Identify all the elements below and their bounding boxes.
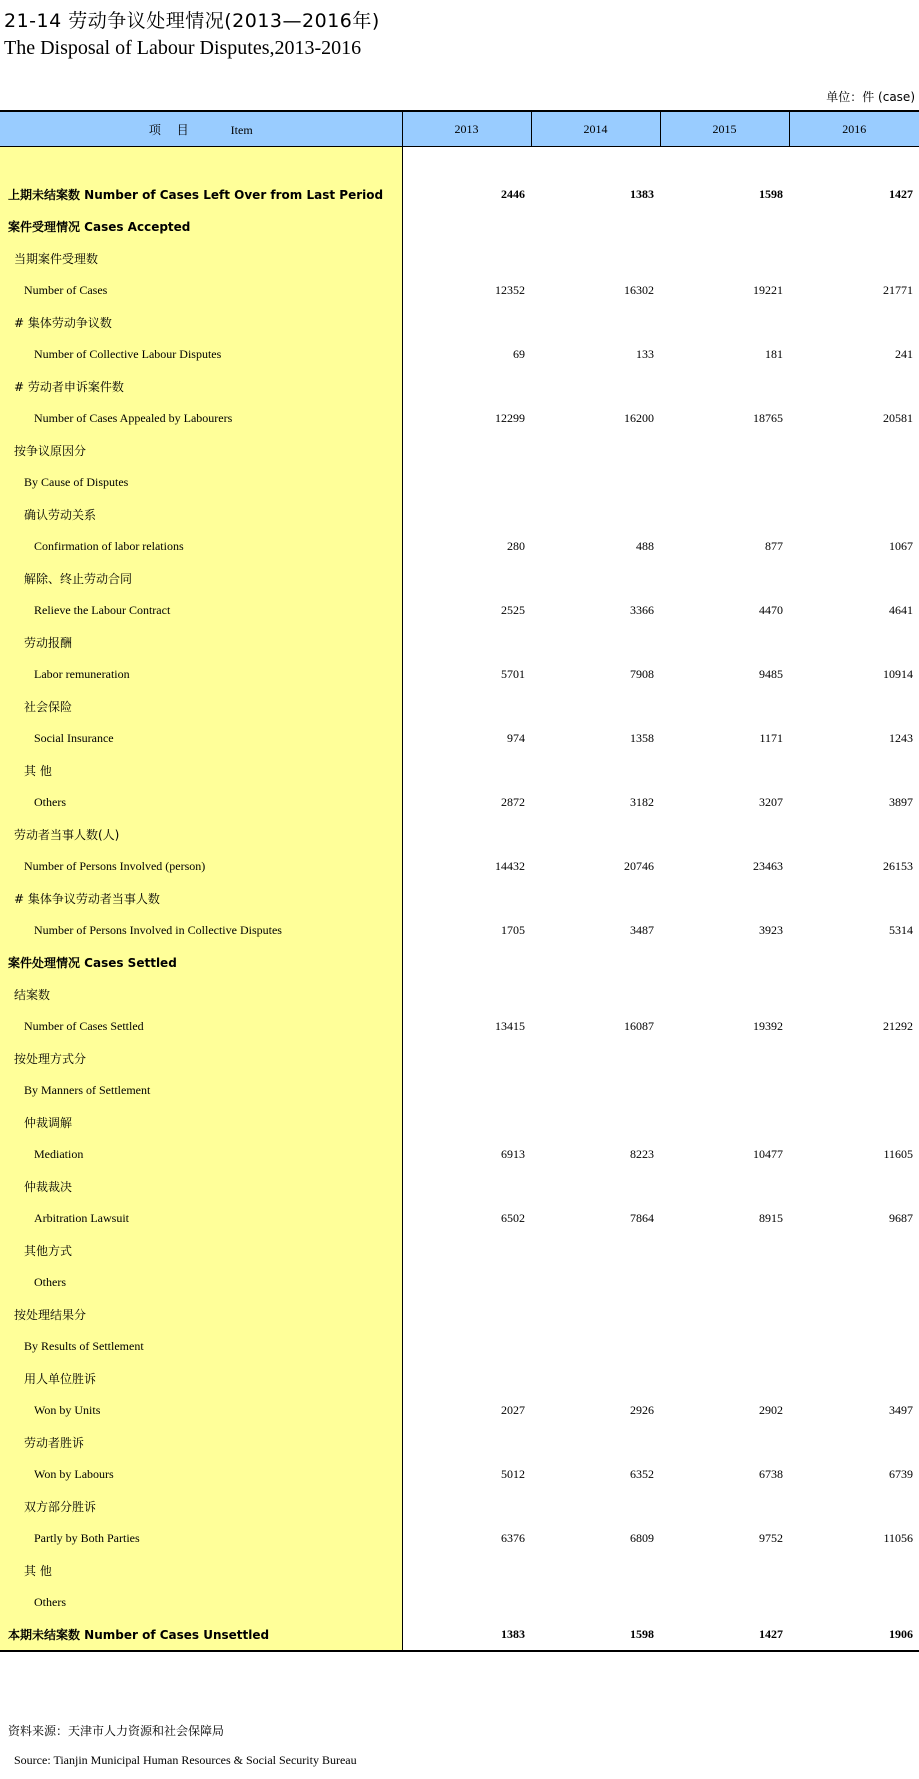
value-2014 [531, 498, 660, 530]
value-2013: 2027 [501, 1402, 525, 1417]
value-2016: 1243 [889, 730, 913, 745]
row-label: Confirmation of labor relations [0, 530, 402, 562]
value-2014: 3182 [630, 794, 654, 809]
value-2014: 16200 [624, 410, 654, 425]
row-label: Number of Cases Settled [0, 1010, 402, 1042]
value-2016: 4641 [889, 602, 913, 617]
value-2014 [531, 1266, 660, 1298]
table-body [0, 147, 919, 1652]
value-2015 [660, 1298, 789, 1330]
table-row [0, 1586, 919, 1618]
row-label: By Results of Settlement [0, 1330, 402, 1362]
value-2013: 2446 [501, 186, 525, 201]
value-2016 [789, 242, 919, 274]
value-2015: 3923 [759, 922, 783, 937]
header-year-2013: 2013 [402, 111, 531, 147]
row-label: Won by Units [0, 1394, 402, 1426]
value-2013: 280 [507, 538, 525, 553]
value-2013 [402, 1554, 531, 1586]
row-label: Others [0, 1586, 402, 1618]
value-2013 [402, 1362, 531, 1394]
spacer-cell [789, 147, 919, 179]
value-2013: 1383 [402, 1618, 531, 1651]
value-2015: 8915 [759, 1210, 783, 1225]
value-2013: 974 [507, 730, 525, 745]
value-2015 [660, 466, 789, 498]
value-2014: 3487 [630, 922, 654, 937]
value-2015 [660, 946, 789, 978]
value-2014: 16087 [624, 1018, 654, 1033]
value-2015: 9752 [759, 1530, 783, 1545]
table-row [0, 1042, 919, 1074]
value-2014 [531, 946, 660, 978]
value-2016: 9687 [889, 1210, 913, 1225]
value-2014 [531, 306, 660, 338]
value-2014: 2926 [630, 1402, 654, 1417]
row-label: 其他方式 [0, 1234, 402, 1266]
value-2015: 4470 [759, 602, 783, 617]
value-2016: 11056 [883, 1530, 913, 1545]
value-2016 [789, 434, 919, 466]
value-2014 [531, 754, 660, 786]
row-label: Number of Persons Involved (person) [0, 850, 402, 882]
value-2014 [531, 242, 660, 274]
value-2015 [660, 690, 789, 722]
value-2013: 5701 [501, 666, 525, 681]
value-2013: 14432 [495, 858, 525, 873]
value-2015: 19221 [753, 282, 783, 297]
table-row [0, 594, 919, 626]
value-2014 [531, 978, 660, 1010]
value-2016: 3897 [889, 794, 913, 809]
row-label: 双方部分胜诉 [0, 1490, 402, 1522]
unit-label: 单位：件 (case) [826, 90, 915, 104]
value-2016: 5314 [889, 922, 913, 937]
value-2014: 1598 [531, 1618, 660, 1651]
value-2015 [660, 1106, 789, 1138]
table-row [0, 978, 919, 1010]
value-2014 [531, 1234, 660, 1266]
value-2016 [789, 690, 919, 722]
value-2016 [789, 498, 919, 530]
value-2014: 6352 [630, 1466, 654, 1481]
value-2016 [789, 1426, 919, 1458]
table-row [0, 1074, 919, 1106]
value-2015: 19392 [753, 1018, 783, 1033]
row-label: 确认劳动关系 [0, 498, 402, 530]
value-2016 [789, 1554, 919, 1586]
row-label: 案件受理情况 Cases Accepted [0, 210, 402, 242]
value-2014 [531, 882, 660, 914]
row-label: By Manners of Settlement [0, 1074, 402, 1106]
value-2015 [660, 1074, 789, 1106]
value-2014: 8223 [630, 1146, 654, 1161]
row-label: 案件处理情况 Cases Settled [0, 946, 402, 978]
table-row [0, 722, 919, 754]
value-2014: 6809 [630, 1530, 654, 1545]
spacer-item-cell [0, 147, 402, 179]
row-label: 按处理方式分 [0, 1042, 402, 1074]
table-row [0, 690, 919, 722]
value-2015 [660, 818, 789, 850]
value-2013 [402, 1042, 531, 1074]
table-row [0, 626, 919, 658]
value-2014 [531, 1330, 660, 1362]
value-2014: 133 [636, 346, 654, 361]
value-2016: 10914 [883, 666, 913, 681]
source-note-cn: 资料来源：天津市人力资源和社会保障局 [8, 1724, 225, 1738]
row-label: Labor remuneration [0, 658, 402, 690]
value-2016 [789, 370, 919, 402]
table-row [0, 1394, 919, 1426]
value-2015 [660, 370, 789, 402]
value-2015: 10477 [753, 1146, 783, 1161]
row-label: Relieve the Labour Contract [0, 594, 402, 626]
value-2015: 1171 [759, 730, 783, 745]
value-2013 [402, 1234, 531, 1266]
value-2013: 12299 [495, 410, 525, 425]
table-row [0, 306, 919, 338]
value-2015 [660, 306, 789, 338]
row-label: 仲裁调解 [0, 1106, 402, 1138]
value-2015: 18765 [753, 410, 783, 425]
value-2013 [402, 434, 531, 466]
value-2013: 2872 [501, 794, 525, 809]
value-2015 [660, 1266, 789, 1298]
value-2016 [789, 1170, 919, 1202]
value-2013: 2525 [501, 602, 525, 617]
value-2014 [531, 466, 660, 498]
spacer-cell [402, 147, 531, 179]
table-row [0, 1426, 919, 1458]
value-2014 [531, 434, 660, 466]
value-2013 [402, 978, 531, 1010]
row-label: 社会保险 [0, 690, 402, 722]
value-2013 [402, 242, 531, 274]
row-label: Social Insurance [0, 722, 402, 754]
value-2013: 6502 [501, 1210, 525, 1225]
value-2016: 241 [895, 346, 913, 361]
row-label: # 集体劳动争议数 [0, 306, 402, 338]
row-label: Others [0, 1266, 402, 1298]
row-label: 按处理结果分 [0, 1298, 402, 1330]
value-2013 [402, 210, 531, 242]
value-2014: 1358 [630, 730, 654, 745]
value-2013 [402, 562, 531, 594]
row-label: Number of Collective Labour Disputes [0, 338, 402, 370]
table-row [0, 466, 919, 498]
value-2016 [789, 1586, 919, 1618]
table-row [0, 1298, 919, 1330]
value-2015 [660, 1586, 789, 1618]
value-2015 [660, 978, 789, 1010]
row-label: 其 他 [0, 1554, 402, 1586]
value-2014: 7864 [630, 1210, 654, 1225]
value-2013 [402, 1266, 531, 1298]
value-2015: 877 [765, 538, 783, 553]
page-title-en: The Disposal of Labour Disputes,2013-2016 [4, 37, 362, 59]
value-2015: 1427 [660, 1618, 789, 1651]
table-row [0, 1554, 919, 1586]
value-2015 [660, 210, 789, 242]
value-2015 [660, 1170, 789, 1202]
value-2016 [789, 1490, 919, 1522]
value-2015 [660, 562, 789, 594]
table-row [0, 1458, 919, 1490]
value-2015 [660, 1362, 789, 1394]
table-row [0, 338, 919, 370]
value-2014: 20746 [624, 858, 654, 873]
table-row [0, 850, 919, 882]
value-2014 [531, 1074, 660, 1106]
value-2013 [402, 1074, 531, 1106]
value-2016 [789, 562, 919, 594]
value-2013 [402, 1586, 531, 1618]
table-row [0, 402, 919, 434]
row-label: 本期未结案数 Number of Cases Unsettled [0, 1618, 402, 1651]
table-row [0, 914, 919, 946]
value-2013 [402, 946, 531, 978]
header-item-cn: 项 目 [148, 122, 195, 137]
value-2016: 3497 [889, 1402, 913, 1417]
row-label: 结案数 [0, 978, 402, 1010]
value-2013 [402, 466, 531, 498]
value-2014 [531, 370, 660, 402]
value-2016 [789, 306, 919, 338]
table-row [0, 658, 919, 690]
value-2013 [402, 882, 531, 914]
table-row [0, 178, 919, 210]
row-label: # 劳动者申诉案件数 [0, 370, 402, 402]
value-2013 [402, 754, 531, 786]
value-2013: 1705 [501, 922, 525, 937]
value-2015 [660, 1490, 789, 1522]
source-note-en: Source: Tianjin Municipal Human Resources & Social Security Bureau [14, 1753, 357, 1767]
table-row [0, 1202, 919, 1234]
value-2016 [789, 1106, 919, 1138]
row-label: Won by Labours [0, 1458, 402, 1490]
value-2014 [531, 1298, 660, 1330]
row-label: Mediation [0, 1138, 402, 1170]
value-2013: 69 [513, 346, 525, 361]
value-2014 [531, 1170, 660, 1202]
value-2015: 2902 [759, 1402, 783, 1417]
value-2016 [789, 1362, 919, 1394]
value-2016: 1906 [789, 1618, 919, 1651]
value-2014 [531, 1490, 660, 1522]
table-row [0, 754, 919, 786]
table-row [0, 210, 919, 242]
row-label: 按争议原因分 [0, 434, 402, 466]
table-row [0, 1522, 919, 1554]
value-2013: 12352 [495, 282, 525, 297]
value-2016 [789, 978, 919, 1010]
row-label: 当期案件受理数 [0, 242, 402, 274]
header-year-2015: 2015 [660, 111, 789, 147]
value-2015 [660, 498, 789, 530]
value-2016 [789, 1298, 919, 1330]
row-label: 劳动者胜诉 [0, 1426, 402, 1458]
value-2013: 13415 [495, 1018, 525, 1033]
value-2014 [531, 1042, 660, 1074]
value-2016 [789, 1074, 919, 1106]
table-row [0, 1234, 919, 1266]
table-row [0, 274, 919, 306]
value-2016: 20581 [883, 410, 913, 425]
header-item [0, 111, 402, 147]
spacer-row [0, 147, 919, 179]
row-label: Others [0, 786, 402, 818]
value-2013 [402, 818, 531, 850]
value-2016: 11605 [883, 1146, 913, 1161]
value-2014 [531, 1586, 660, 1618]
table-row [0, 1266, 919, 1298]
value-2016 [789, 1266, 919, 1298]
row-label: 用人单位胜诉 [0, 1362, 402, 1394]
value-2015 [660, 626, 789, 658]
value-2015: 181 [765, 346, 783, 361]
value-2014 [531, 1554, 660, 1586]
page-title-cn: 21-14 劳动争议处理情况(2013—2016年) [4, 10, 380, 32]
row-label: By Cause of Disputes [0, 466, 402, 498]
table-row [0, 498, 919, 530]
table-row [0, 562, 919, 594]
value-2013: 5012 [501, 1466, 525, 1481]
value-2016 [789, 818, 919, 850]
value-2015 [660, 1426, 789, 1458]
value-2013 [402, 1426, 531, 1458]
row-label: 劳动报酬 [0, 626, 402, 658]
value-2013 [402, 1106, 531, 1138]
table-row [0, 434, 919, 466]
value-2016: 21771 [883, 282, 913, 297]
row-label: 劳动者当事人数(人) [0, 818, 402, 850]
value-2015: 6738 [759, 1466, 783, 1481]
table-row [0, 1170, 919, 1202]
row-label: 仲裁裁决 [0, 1170, 402, 1202]
row-label: Arbitration Lawsuit [0, 1202, 402, 1234]
value-2016 [789, 626, 919, 658]
value-2016 [789, 882, 919, 914]
table-row [0, 1010, 919, 1042]
value-2013 [402, 626, 531, 658]
header-year-2016: 2016 [789, 111, 919, 147]
value-2014 [531, 1362, 660, 1394]
value-2016: 6739 [889, 1466, 913, 1481]
value-2014 [531, 210, 660, 242]
table-row [0, 370, 919, 402]
spacer-cell [660, 147, 789, 179]
value-2013 [402, 370, 531, 402]
header-year-2014: 2014 [531, 111, 660, 147]
table-row [0, 242, 919, 274]
value-2016 [789, 466, 919, 498]
value-2014: 3366 [630, 602, 654, 617]
row-label: Number of Cases [0, 274, 402, 306]
table-row [0, 1106, 919, 1138]
value-2016 [789, 754, 919, 786]
value-2015 [660, 434, 789, 466]
disputes-table [0, 110, 919, 1652]
header-item-en: Item [230, 122, 253, 137]
value-2016: 1427 [889, 186, 913, 201]
row-label: Number of Persons Involved in Collective Disputes [0, 914, 402, 946]
value-2014: 16302 [624, 282, 654, 297]
value-2016 [789, 1234, 919, 1266]
value-2014 [531, 626, 660, 658]
value-2015: 9485 [759, 666, 783, 681]
value-2016: 26153 [883, 858, 913, 873]
value-2014 [531, 1426, 660, 1458]
value-2013 [402, 1490, 531, 1522]
table-row [0, 1138, 919, 1170]
table-row [0, 1490, 919, 1522]
row-label: 其 他 [0, 754, 402, 786]
value-2013: 6376 [501, 1530, 525, 1545]
value-2016 [789, 210, 919, 242]
row-label: 解除、终止劳动合同 [0, 562, 402, 594]
value-2014: 1383 [630, 186, 654, 201]
value-2015 [660, 1554, 789, 1586]
spacer-cell [531, 147, 660, 179]
table-row [0, 946, 919, 978]
value-2014 [531, 562, 660, 594]
value-2013: 6913 [501, 1146, 525, 1161]
value-2015 [660, 1330, 789, 1362]
value-2014 [531, 690, 660, 722]
value-2015 [660, 1234, 789, 1266]
value-2014 [531, 818, 660, 850]
table-row [0, 818, 919, 850]
value-2016: 21292 [883, 1018, 913, 1033]
value-2016: 1067 [889, 538, 913, 553]
value-2015 [660, 882, 789, 914]
value-2015: 3207 [759, 794, 783, 809]
value-2015 [660, 754, 789, 786]
value-2016 [789, 1330, 919, 1362]
table-header-row [0, 111, 919, 147]
value-2016 [789, 946, 919, 978]
value-2015: 23463 [753, 858, 783, 873]
table-row [0, 1330, 919, 1362]
table-row [0, 1362, 919, 1394]
value-2013 [402, 1170, 531, 1202]
value-2014 [531, 1106, 660, 1138]
table-row [0, 530, 919, 562]
value-2016 [789, 1042, 919, 1074]
value-2013 [402, 690, 531, 722]
value-2014: 7908 [630, 666, 654, 681]
value-2015: 1598 [759, 186, 783, 201]
table-row [0, 882, 919, 914]
value-2015 [660, 242, 789, 274]
row-label: Partly by Both Parties [0, 1522, 402, 1554]
row-label: 上期未结案数 Number of Cases Left Over from Last Period [0, 178, 402, 210]
table-row [0, 786, 919, 818]
value-2015 [660, 1042, 789, 1074]
row-label: # 集体争议劳动者当事人数 [0, 882, 402, 914]
value-2013 [402, 498, 531, 530]
value-2013 [402, 306, 531, 338]
row-label: Number of Cases Appealed by Labourers [0, 402, 402, 434]
value-2014: 488 [636, 538, 654, 553]
value-2013 [402, 1330, 531, 1362]
value-2013 [402, 1298, 531, 1330]
disputes-table-container [0, 110, 919, 1680]
table-row [0, 1618, 919, 1651]
